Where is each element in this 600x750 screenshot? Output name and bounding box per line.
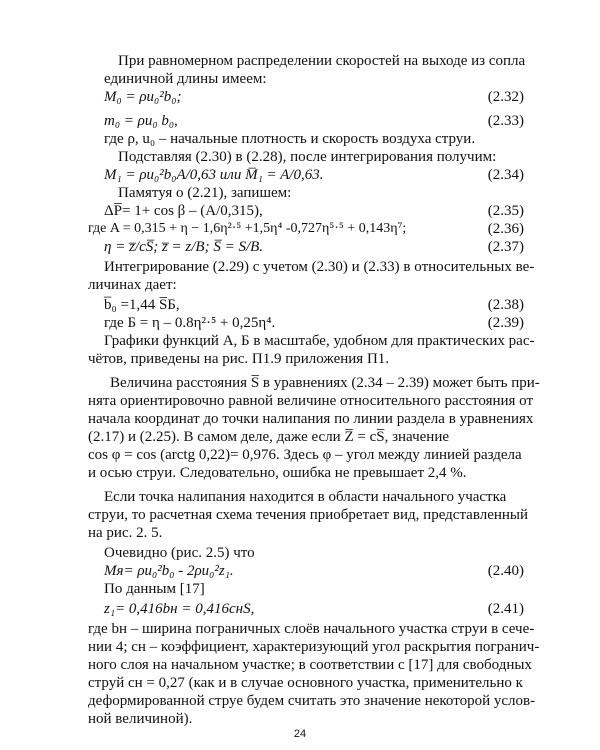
equation-line: M₀ = ρu₀²b₀; — [104, 89, 182, 105]
equation-line: Mя= ρu₀²b₀ - 2ρu₀²z₁. — [104, 563, 234, 579]
equation-number: (2.34) — [487, 167, 524, 183]
equation-line: ΔP̅= 1+ cos β – (A/0,315), — [104, 203, 263, 219]
equation-number: (2.35) — [487, 203, 524, 219]
text-line: чётов, приведены на рис. П1.9 приложения П1. — [88, 351, 390, 367]
text-line: (2.17) и (2.25). В самом деле, даже если Z̅ = cS̅, значение — [88, 429, 450, 445]
text-line: Подставляя (2.30) в (2.28), после интегрирования получим: — [118, 149, 497, 165]
text-line: ного слоя на начальном участке; в соответствии с [17] для свободных — [88, 657, 532, 673]
text-line: где bн – ширина пограничных слоёв начального участка струи в сече- — [88, 621, 535, 637]
text-line: личинах дает: — [88, 277, 177, 293]
equation-line: η = z̅/cS̅; z̅ = z/B; S̅ = S/B. — [104, 239, 264, 255]
equation-line: m₀ = ρu₀ b₀, — [104, 113, 178, 129]
text-line: cos φ = cos (arctg 0,22)= 0,976. Здесь φ – угол между линией раздела — [88, 447, 522, 463]
text-line: Памятуя о (2.21), запишем: — [118, 185, 292, 201]
equation-number: (2.32) — [487, 89, 524, 105]
equation-number: (2.41) — [487, 601, 524, 617]
text-line: Очевидно (рис. 2.5) что — [104, 545, 255, 561]
text-line: ной величиной). — [88, 711, 193, 727]
text-line: единичной длины имеем: — [104, 71, 267, 87]
equation-line: где Б = η – 0.8η²·⁵ + 0,25η⁴. — [104, 315, 276, 331]
text-line: струи, то расчетная схема течения приобретает вид, представленный — [88, 507, 529, 523]
text-line: где ρ, u₀ – начальные плотность и скорость воздуха струи. — [104, 131, 476, 147]
equation-number: (2.33) — [487, 113, 524, 129]
equation-number: (2.36) — [487, 221, 524, 237]
equation-line: где A = 0,315 + η − 1,6η²·⁵ +1,5η⁴ -0,727η⁵·⁵ + 0,143η⁷; — [88, 221, 407, 236]
equation-number: (2.40) — [487, 563, 524, 579]
text-line: струй cн = 0,27 (как и в случае основного участка, применительно к — [88, 675, 523, 691]
equation-number: (2.38) — [487, 297, 524, 313]
text-line: Величина расстояния S̅ в уравнениях (2.34 – 2.39) может быть при- — [110, 375, 540, 391]
text-line: Интегрирование (2.29) с учетом (2.30) и (2.33) в относительных ве- — [104, 259, 535, 275]
text-line: начала координат до точки налипания по линии раздела в уравнениях — [88, 411, 534, 427]
text-line: При равномерном распределении скоростей на выходе из сопла — [118, 53, 526, 69]
equation-line: b̅₀ =1,44 S̅Б, — [104, 297, 180, 313]
text-line: По данным [17] — [104, 581, 205, 597]
text-line: Графики функций А, Б в масштабе, удобном для практических рас- — [104, 333, 535, 349]
equation-number: (2.37) — [487, 239, 524, 255]
text-line: нята ориентировочно равной величине относительного расстояния от — [88, 393, 534, 409]
text-line: Если точка налипания находится в области начального участка — [104, 489, 507, 505]
equation-line: M₁ = ρu₀²b₀A/0,63 или M̅₁ = A/0,63. — [104, 167, 324, 183]
text-line: деформированной струе будем считать это значение некоторой услов- — [88, 693, 536, 709]
equation-number: (2.39) — [487, 315, 524, 331]
text-line: и осью струи. Следовательно, ошибка не превышает 2,4 %. — [88, 465, 467, 481]
text-line: на рис. 2. 5. — [88, 525, 163, 541]
text-line: нии 4; cн – коэффициент, характеризующий угол раскрытия погранич- — [88, 639, 540, 655]
equation-line: z₁= 0,416bн = 0,416cнS, — [104, 601, 255, 617]
page-number: 24 — [293, 728, 307, 740]
